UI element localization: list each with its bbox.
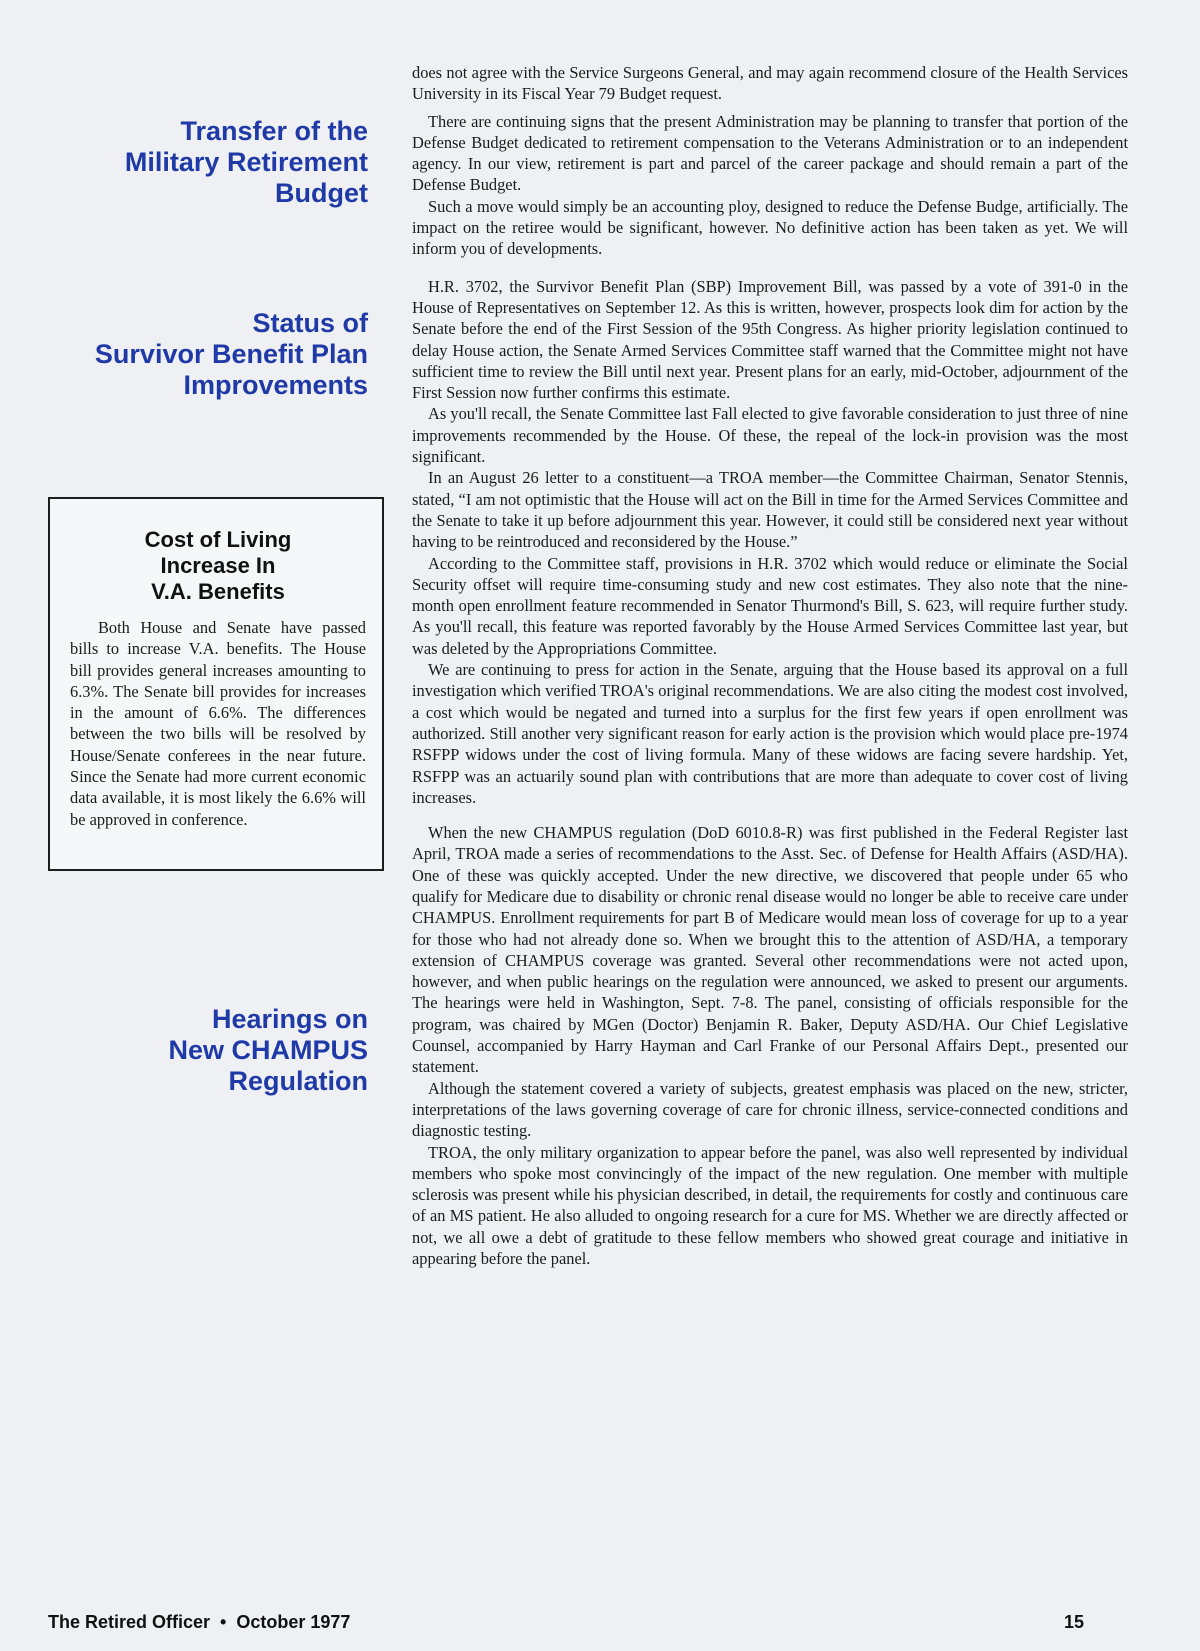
section-transfer (412, 111, 1128, 260)
section-hearings (412, 822, 1128, 1269)
heading-line: Budget (275, 178, 368, 208)
heading-line: Status of (252, 308, 368, 338)
section-status (412, 276, 1128, 808)
footer-publication (48, 1612, 350, 1633)
paragraph: According to the Committee staff, provisions in H.R. 3702 which would reduce or eliminate the Social Security offset will require time-consuming study and new cost estimates. They also note that the nine-month open enrollment feature recommended in Senator Thurmond's Bill, S. 623, will require further study. As you'll recall, this feature was reported favorably by the House Armed Services Committee last year, but was deleted by the Appropriations Committee. (412, 553, 1128, 658)
heading-hearings-champus-regulation (68, 1004, 368, 1097)
box-title-line: V.A. Benefits (151, 579, 285, 604)
paragraph: H.R. 3702, the Survivor Benefit Plan (SBP) Improvement Bill, was passed by a vote of 391-0 in the House of Representatives on September 12. As this is written, however, prospects look dim for action by the Senate before the end of the First Session of the 95th Congress. As higher priority legislation continued to delay House action, the Senate Armed Services Committee staff warned that the Committee might not have sufficient time to review the Bill until next year. Present plans for an early, mid-October, adjournment of the First Session now further confirms this estimate. (412, 276, 1128, 403)
heading-transfer-military-retirement-budget (68, 116, 368, 209)
sidebar-box-body: Both House and Senate have passed bills to increase V.A. benefits. The House bill provides general increases amounting to 6.3%. The Senate bill provides for increases in the amount of 6.6%. The differences between the two bills will be resolved by House/Senate conferees in the near future. Since the Senate had more current economic data available, it is most likely the 6.6% will be approved in conference. (70, 618, 366, 829)
paragraph: There are continuing signs that the present Administration may be planning to transfer that portion of the Defense Budget dedicated to retirement compensation to the Veterans Administration or to an independent agency. In our view, retirement is part and parcel of the career package and should remain a part of the Defense Budget. (412, 111, 1128, 195)
heading-line: New CHAMPUS (168, 1035, 368, 1065)
heading-status-survivor-benefit-plan (68, 308, 368, 401)
paragraph: As you'll recall, the Senate Committee last Fall elected to give favorable consideration to just three of nine improvements recommended by the House. Of these, the repeal of the lock-in provision was the most significant. (412, 404, 1128, 467)
page-number: 15 (1064, 1612, 1085, 1632)
paragraph: In an August 26 letter to a constituent—a TROA member—the Committee Chairman, Senator Stennis, stated, “I am not optimistic that the House will act on the Bill in time for the Armed Services Committee and the Senate to take it up before adjournment this year. However, it could still be considered next year without having to be reintroduced and reconsidered by the House.” (412, 468, 1128, 552)
heading-line: Hearings on (211, 1004, 368, 1034)
box-title-line: Cost of Living (144, 527, 292, 552)
paragraph: We are continuing to press for action in the Senate, arguing that the House based its approval on a full investigation which verified TROA's original recommendations. We are also citing the modest cost involved, a cost which would be negated and turned into a surplus for the first few years if open enrollment was authorized. Still another very significant reason for early action is the provision which would place pre-1974 RSFPP widows under the cost of living formula. Many of these widows are facing severe hardship. Yet, RSFPP was an actuarily sound plan with contributions that are more than adequate to cover cost of living increases. (412, 660, 1128, 807)
issue-date: October 1977 (236, 1612, 351, 1632)
paragraph: TROA, the only military organization to appear before the panel, was also well represented by individual members who spoke most convincingly of the impact of the new regulation. One member with multiple sclerosis was present while his physician described, in detail, the requirements for costly and continuous care of an MS patient. He also alluded to ongoing research for a cure for MS. Whether we are directly affected or not, we all owe a debt of gratitude to these fellow members who showed great courage and initiative in appearing before the panel. (412, 1142, 1128, 1269)
heading-line: Improvements (183, 370, 368, 400)
bullet-separator: • (220, 1612, 227, 1632)
heading-line: Transfer of the (180, 116, 368, 146)
heading-line: Military Retirement (124, 147, 368, 177)
heading-line: Regulation (228, 1066, 368, 1096)
paragraph: Such a move would simply be an accounting ploy, designed to reduce the Defense Budge, artificially. The impact on the retiree would be significant, however. No definitive action has been taken as yet. We will inform you of developments. (412, 196, 1128, 259)
main-column (412, 62, 1128, 1269)
publication-name: The Retired Officer (48, 1612, 211, 1632)
paragraph: does not agree with the Service Surgeons General, and may again recommend closure of the Health Services University in its Fiscal Year 79 Budget request. (412, 63, 1128, 104)
sidebar-box-title (70, 527, 366, 605)
heading-line: Survivor Benefit Plan (94, 339, 368, 369)
paragraph: Although the statement covered a variety of subjects, greatest emphasis was placed on the new, stricter, interpretations of the laws governing coverage of care for chronic illness, service-connected conditions and diagnostic testing. (412, 1078, 1128, 1141)
box-title-line: Increase In (160, 553, 276, 578)
paragraph: When the new CHAMPUS regulation (DoD 6010.8-R) was first published in the Federal Register last April, TROA made a series of recommendations to the Asst. Sec. of Defense for Health Affairs (ASD/HA). One of these was quickly accepted. Under the new directive, we discovered that people under 65 who qualify for Medicare due to disability or chronic renal disease would no longer be able to receive care under CHAMPUS. Enrollment requirements for part B of Medicare would mean loss of coverage for up to a year for those who had not already done so. When we brought this to the attention of ASD/HA, a temporary extension of CHAMPUS coverage was granted. Several other recommendations were not acted upon, however, and when public hearings on the regulation were announced, we asked to present our arguments. The hearings were held in Washington, Sept. 7-8. The panel, consisting of officials responsible for the program, was chaired by MGen (Doctor) Benjamin R. Baker, Deputy ASD/HA. Our Chief Legislative Counsel, accompanied by Harry Hayman and Carl Franke of our Personal Affairs Dept., presented our statement. (412, 823, 1128, 1077)
sidebar-box-cost-of-living (48, 497, 384, 871)
